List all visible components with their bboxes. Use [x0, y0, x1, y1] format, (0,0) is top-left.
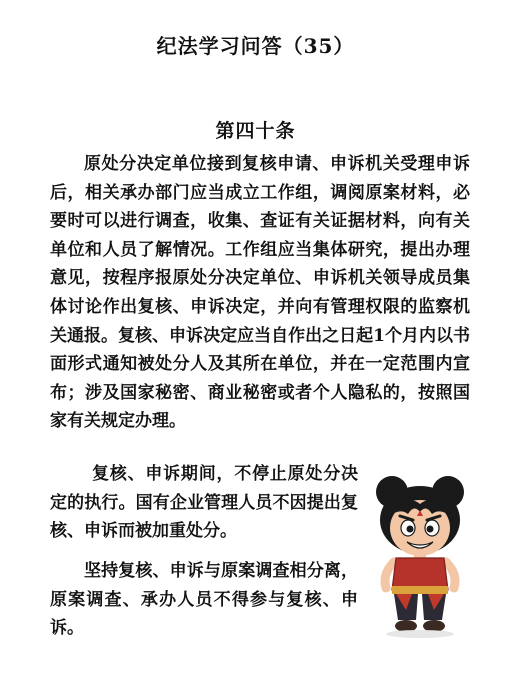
paragraph-1: 原处分决定单位接到复核申请、申诉机关受理申诉后，相关承办部门应当成立工作组，调阅原案材料，必要时可以进行调查，收集、查证有关证据材料，向有关单位和人员了解情况。工作组应当集体研究，提出办理意见，按程序报原处分决定单位、申诉机关领导成员集体讨论作出复核、申诉决定，并向有管理权限的监察机关通报。复核、申诉决定应当自作出之日起1个月内以书面形式通知被处分人及其所在单位，并在一定范围内宣布；涉及国家秘密、商业秘密或者个人隐私的，按照国家有关规定办理。 [50, 154, 470, 432]
cartoon-character-illustration [360, 470, 480, 640]
cartoon-child-icon [360, 470, 480, 640]
document-title: 纪法学习问答（35） [156, 34, 355, 58]
paragraph-2: 复核、申诉期间，不停止原处分决定的执行。国有企业管理人员不因提出复核、申诉而被加重处分。 [50, 464, 358, 542]
paragraph-3: 坚持复核、申诉与原案调查相分离，原案调查、承办人员不得参与复核、申诉。 [50, 561, 358, 639]
article-heading: 第四十条 [215, 120, 296, 142]
